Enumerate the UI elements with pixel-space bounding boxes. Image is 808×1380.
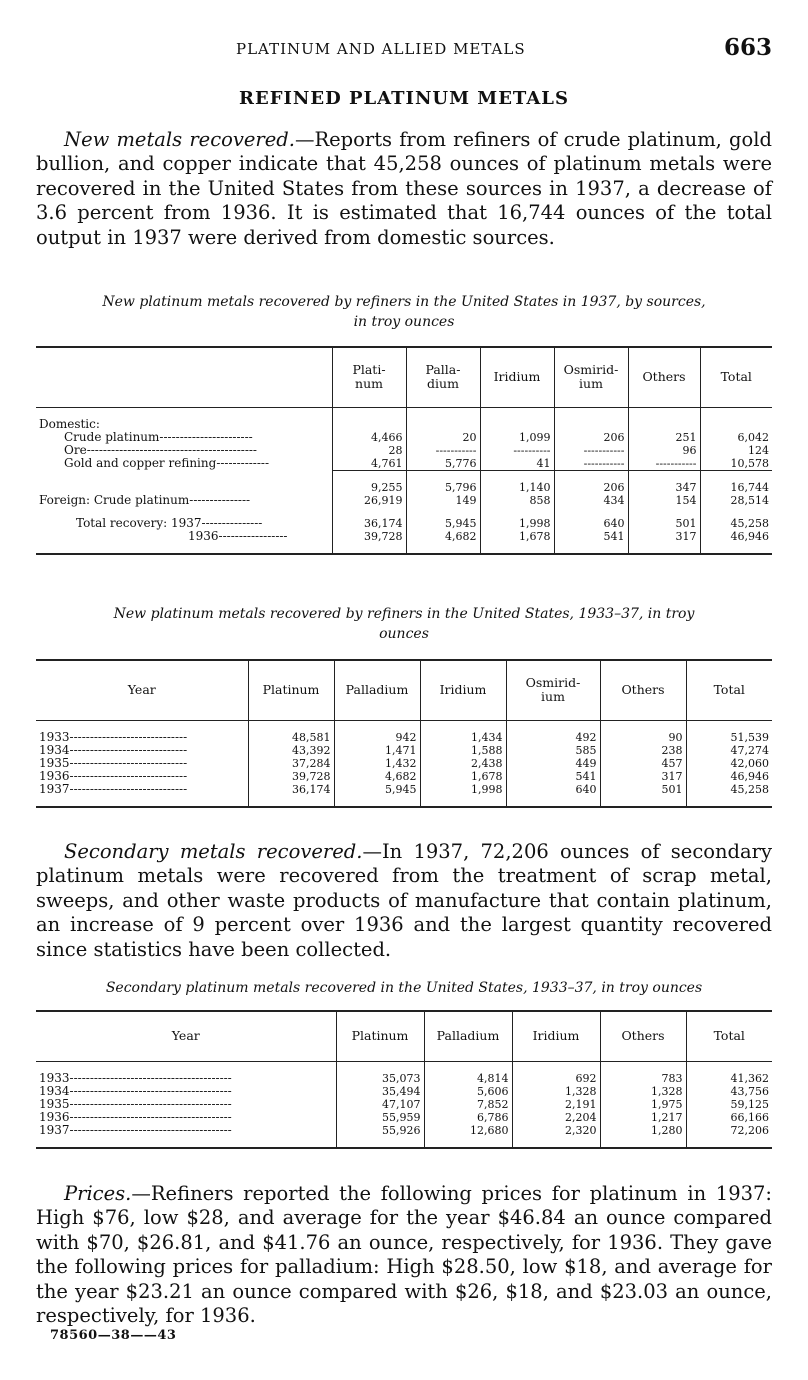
table-cell: 42,060 [686,757,772,770]
row-label-text: 1933 [39,1070,70,1085]
paragraph-text: —Reports from refiners of crude platinum, gold bullion, and copper indicate that 45,258 ounces of platinum metals were recovered in the United States from these sources in 1937, a decrease of 3.6 percent from 1936. It is estimated that 16,744 ounces of the total output in 1937 were derived from domestic sources. [36,128,772,249]
table-cell: 1,998 [480,517,554,530]
table-row [36,731,772,744]
table-row [36,1111,772,1124]
table1-caption [36,292,772,332]
table-cell: 96 [628,444,700,457]
table-cell: 2,191 [512,1098,600,1111]
paragraph-prices [36,1182,772,1328]
table-cell: 1,328 [512,1085,600,1098]
table-cell: 6,042 [700,431,772,444]
table-row [36,783,772,796]
table-cell: 39,728 [332,530,406,543]
table-cell: 640 [506,783,600,796]
row-label-text: 1936 [188,528,219,543]
row-label: 1934----------------------------- [39,742,188,757]
table-cell: 783 [600,1072,686,1085]
table-cell: 37,284 [248,757,334,770]
table-cell: 942 [334,731,420,744]
table-cell: 1,975 [600,1098,686,1111]
table-cell: 4,761 [332,457,406,471]
column-header-platinum: Platinum [336,1011,424,1061]
table-cell: 4,682 [334,770,420,783]
table-cell: 43,756 [686,1085,772,1098]
row-label-text: 1935 [39,755,70,770]
column-header-year: Year [171,1028,200,1044]
row-label-text: 1935 [39,1096,70,1111]
table-cell: 4,466 [332,431,406,444]
row-label: Crude platinum----------------------- [64,429,253,444]
row-label: 1935----------------------------- [39,755,188,770]
table-cell: 1,280 [600,1124,686,1137]
table-cell: 5,796 [406,481,480,494]
column-header-palladium: Palladium [334,660,420,720]
row-label-text: Foreign: Crude platinum [39,492,190,507]
row-label: Gold and copper refining------------- [64,455,270,470]
paragraph-text: —Refiners reported the following prices for platinum in 1937: High $76, low $28, and average for the year $46.84 an ounce compared with $70, $26.81, and $41.76 an ounce, respectively, for 1936. They gave the following prices for palladium: High $28.50, low $18, and average for the year $23.21 an ounce compared with $26, $18, and $23.03 an ounce, respectively, for 1936. [36,1182,772,1328]
table-new-metals-by-year [36,659,772,808]
table-cell: 45,258 [700,517,772,530]
table-cell: 1,140 [480,481,554,494]
table-cell: 5,945 [334,783,420,796]
table-secondary-metals [36,1010,772,1149]
table-cell: 317 [600,770,686,783]
table-cell: 1,471 [334,744,420,757]
table-cell: 45,258 [686,783,772,796]
table-row [36,1098,772,1111]
table-row [36,530,772,543]
row-label: 1933---------------------------------------- [39,1070,232,1085]
table-cell: 66,166 [686,1111,772,1124]
table-cell: 28 [332,444,406,457]
caption-line: in troy ounces [353,314,455,330]
table-cell: ----------- [554,457,628,471]
row-label: 1935---------------------------------------- [39,1096,232,1111]
table-cell: 43,392 [248,744,334,757]
table-cell: 858 [480,494,554,507]
paragraph-lead: Secondary metals recovered. [64,840,363,863]
page-number: 663 [723,34,772,61]
row-label-text: 1934 [39,1083,70,1098]
row-label: Total recovery: 1937--------------- [76,515,263,530]
table-cell: 16,744 [700,481,772,494]
row-label-text: 1933 [39,729,70,744]
row-label-text: Gold and copper refining [64,455,217,470]
table-cell: 46,946 [700,530,772,543]
table-cell: ----------- [554,444,628,457]
table-cell: 36,174 [332,517,406,530]
table-cell: 7,852 [424,1098,512,1111]
table3-caption: Secondary platinum metals recovered in the United States, 1933–37, in troy ounces [105,980,703,996]
column-header-iridium: Iridium [420,660,506,720]
row-label-text: 1937 [39,781,70,796]
column-header-osmiridium: Osmirid- ium [506,660,600,720]
table-cell: 640 [554,517,628,530]
table-cell: 41,362 [686,1072,772,1085]
row-label-text: Total recovery: 1937 [76,515,202,530]
row-label: 1937---------------------------------------- [39,1122,232,1137]
column-header-platinum: Platinum [248,660,334,720]
table-cell: 457 [600,757,686,770]
column-header-others: Others [600,660,686,720]
caption-line: ounces [379,626,429,642]
row-label-text: 1936 [39,768,70,783]
table-cell: 1,328 [600,1085,686,1098]
table-cell: 2,320 [512,1124,600,1137]
table-cell: 5,776 [406,457,480,471]
table-cell: 1,217 [600,1111,686,1124]
row-label-text: 1936 [39,1109,70,1124]
row-label: Domestic: [39,416,100,431]
table-cell: 206 [554,481,628,494]
paragraph-secondary [36,840,772,962]
column-header-iridium: Iridium [480,347,554,407]
table-row [36,744,772,757]
table-cell: 41 [480,457,554,471]
table-cell: 501 [600,783,686,796]
column-header-platinum: Plati- num [332,347,406,407]
table-cell: 149 [406,494,480,507]
paragraph-lead: New metals recovered. [64,128,295,151]
table-cell: 1,678 [480,530,554,543]
row-label: 1934---------------------------------------- [39,1083,232,1098]
table-cell: 206 [554,431,628,444]
table-cell: 4,814 [424,1072,512,1085]
table-cell: 492 [506,731,600,744]
table-cell: 55,926 [336,1124,424,1137]
table-cell: 1,588 [420,744,506,757]
section-heading: REFINED PLATINUM METALS [239,88,569,109]
table-cell: 39,728 [248,770,334,783]
table-cell: 585 [506,744,600,757]
table-cell: 2,438 [420,757,506,770]
printer-folio: 78560—38——43 [50,1328,177,1343]
table-cell: 541 [506,770,600,783]
table-cell: 59,125 [686,1098,772,1111]
table-row [36,494,772,507]
caption-line: New platinum metals recovered by refiners in the United States in 1937, by sources, [102,294,706,310]
table-cell: 55,959 [336,1111,424,1124]
column-header-palladium: Palladium [424,1011,512,1061]
table-cell: 35,494 [336,1085,424,1098]
row-label-text: 1937 [39,1122,70,1137]
table-cell: 541 [554,530,628,543]
table-cell: 4,682 [406,530,480,543]
row-label: Foreign: Crude platinum--------------- [39,492,251,507]
table-cell: 35,073 [336,1072,424,1085]
table-cell: 2,204 [512,1111,600,1124]
row-label: 1936----------------- [188,528,288,543]
table-cell: 90 [600,731,686,744]
running-title: PLATINUM AND ALLIED METALS [236,40,526,58]
table-row [36,431,772,444]
table-cell: 5,945 [406,517,480,530]
table-cell: 5,606 [424,1085,512,1098]
table-cell: 434 [554,494,628,507]
table-cell: 47,107 [336,1098,424,1111]
column-header-osmiridium: Osmirid- ium [554,347,628,407]
table-cell: 10,578 [700,457,772,471]
table-cell: 47,274 [686,744,772,757]
running-head [36,34,772,64]
table-cell: 48,581 [248,731,334,744]
row-label: Ore------------------------------------------ [64,442,257,457]
table-row [36,770,772,783]
row-label-text: 1934 [39,742,70,757]
row-label: 1936----------------------------- [39,768,188,783]
column-header-others: Others [628,347,700,407]
caption-line: New platinum metals recovered by refiners in the United States, 1933–37, in troy [113,606,695,622]
table-cell: 124 [700,444,772,457]
table-cell: 501 [628,517,700,530]
table-cell: 72,206 [686,1124,772,1137]
table-new-metals-by-source [36,346,772,555]
paragraph-text: —In 1937, 72,206 ounces of secondary platinum metals were recovered from the treatment of scrap metal, sweeps, and other waste products of manufacture that contain platinum, an increase of 9 percent over 1936 and the largest quantity recovered since statistics have been collected. [36,840,773,961]
table-cell: 347 [628,481,700,494]
table-cell: 51,539 [686,731,772,744]
table-row [36,757,772,770]
column-header-total: Total [686,660,772,720]
table-row [36,1085,772,1098]
column-header-iridium: Iridium [512,1011,600,1061]
table-cell: 692 [512,1072,600,1085]
table-cell: 251 [628,431,700,444]
column-header-source [36,347,332,407]
table-cell: 9,255 [332,481,406,494]
column-header-others: Others [600,1011,686,1061]
table-cell: 26,919 [332,494,406,507]
table-cell: ----------- [406,444,480,457]
table-row [36,1072,772,1085]
table-cell: ----------- [628,457,700,471]
paragraph-lead: Prices. [64,1182,132,1205]
column-header-year: Year [127,682,156,698]
row-label: 1937----------------------------- [39,781,188,796]
table-cell: 46,946 [686,770,772,783]
table-cell: 317 [628,530,700,543]
page [36,0,772,1380]
column-header-total: Total [686,1011,772,1061]
table-row [36,457,772,471]
column-header-palladium: Palla- dium [406,347,480,407]
table2-caption [36,604,772,644]
table-cell: ---------- [480,444,554,457]
table-row [36,1124,772,1137]
table-cell: 36,174 [248,783,334,796]
table-cell: 12,680 [424,1124,512,1137]
table-cell: 449 [506,757,600,770]
column-header-total: Total [700,347,772,407]
table-cell: 238 [600,744,686,757]
row-label-text: Crude platinum [64,429,160,444]
table-cell: 28,514 [700,494,772,507]
table-cell: 1,099 [480,431,554,444]
table-cell: 1,434 [420,731,506,744]
table-cell: 1,432 [334,757,420,770]
table-cell: 1,678 [420,770,506,783]
table-cell: 20 [406,431,480,444]
table-row [36,444,772,457]
row-label-text: Ore [64,442,87,457]
paragraph-new-metals [36,128,772,250]
row-label: 1933----------------------------- [39,729,188,744]
row-label: 1936---------------------------------------- [39,1109,232,1124]
table-cell: 6,786 [424,1111,512,1124]
table-row [36,517,772,530]
table-cell: 154 [628,494,700,507]
table-cell: 1,998 [420,783,506,796]
